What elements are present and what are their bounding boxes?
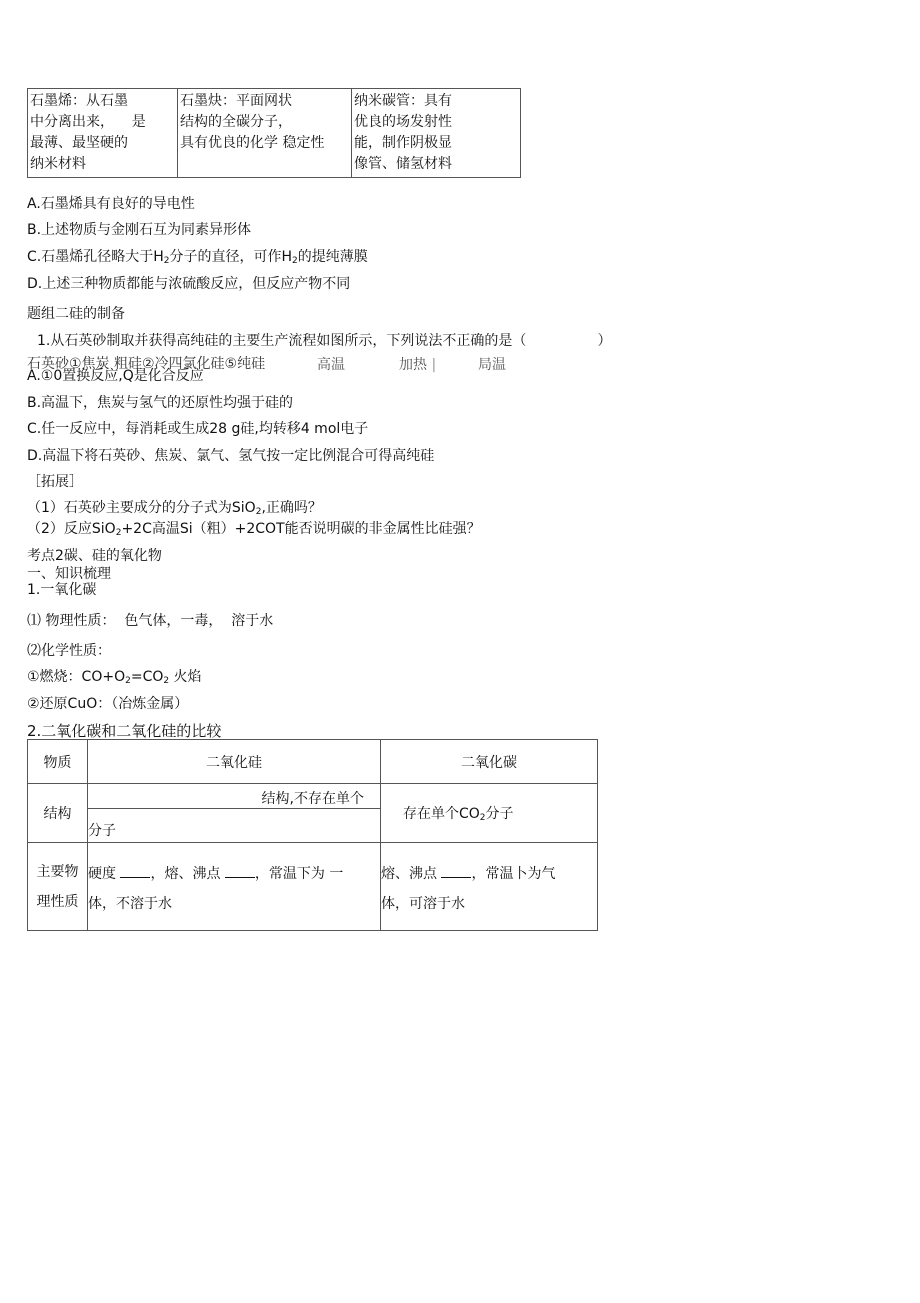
text-part: 火焰 — [169, 669, 202, 685]
header-co2: 二氧化碳 — [381, 740, 598, 784]
knowledge-title: 一、知识梳理 — [27, 566, 111, 582]
group2-option-b: B.高温下，焦炭与氢气的还原性均强于硅的 — [27, 395, 294, 411]
cell-line: 石墨烯：从石墨 — [30, 93, 128, 109]
property-line — [381, 859, 597, 889]
text-part: C.石墨烯孔径略大于H — [27, 249, 164, 265]
group2-option-c: C.任一反应中，每消耗或生成28 g硅,均转移4 mol电子 — [27, 421, 369, 437]
text-part: （1）石英砂主要成分的分子式为SiO — [27, 500, 256, 516]
sio2-co2-compare-table — [27, 739, 598, 931]
text-part: +2C高温Si（粗）+2COT能否说明碳的非金属性比硅强？ — [121, 521, 481, 537]
text-part: ，常温下为 一 — [254, 866, 344, 882]
process-flow: 石英砂①焦炭 粗硅②冷四氯化硅⑤纯硅 — [27, 356, 266, 372]
graphene-cell — [28, 89, 178, 178]
condition-high-temp: 高温 — [317, 357, 345, 373]
text-part: ①燃烧：CO+O — [27, 669, 126, 685]
condition-bureau-temp: 局温 — [478, 357, 506, 373]
cell-line: 石墨炔：平面网状 — [180, 93, 292, 109]
text-part: 熔、沸点 — [381, 866, 437, 882]
combustion-line — [27, 669, 202, 686]
group-title: 题组二硅的制备 — [27, 306, 125, 322]
sio2-physical — [88, 843, 381, 931]
answer-blank — [441, 865, 471, 878]
text-part: 硬度 — [88, 866, 116, 882]
cell-line: 纳米材料 — [30, 156, 86, 172]
physical-properties: ⑴ 物理性质： 色气体，一毒， 溶于水 — [27, 613, 274, 629]
option-a: A.石墨烯具有良好的导电性 — [27, 196, 195, 212]
expand-title: ［拓展］ — [27, 474, 83, 490]
text-part: ，熔、沸点 — [150, 866, 221, 882]
question-text: 1.从石英砂制取并获得高纯硅的主要生产流程如图所示，下列说法不正确的是（ ） — [37, 333, 612, 349]
cell-line: 中分离出来， 是 — [30, 114, 146, 130]
label-line: 理性质 — [36, 893, 79, 910]
expand-q2 — [27, 521, 481, 538]
option-c — [27, 249, 368, 266]
text-part: 存在单个CO — [403, 806, 480, 822]
kaodian-title: 考点2碳、硅的氧化物 — [27, 548, 162, 564]
graphyne-cell — [178, 89, 352, 178]
expand-q1 — [27, 500, 322, 517]
chemical-properties: ⑵化学性质： — [27, 643, 111, 659]
subscript: 2 — [292, 256, 298, 266]
property-line: 体，不溶于水 — [88, 896, 172, 912]
flow-mark: | — [431, 357, 437, 373]
co-title: 1.一氧化碳 — [27, 582, 97, 598]
group2-option-a: A.①0置换反应,Q是化合反应 — [27, 368, 204, 384]
carbon-materials-table — [27, 88, 521, 178]
row-structure-label: 结构 — [28, 784, 88, 843]
text-part: 分子的直径，可作H — [169, 249, 293, 265]
sio2-structure-b: 分子 — [88, 809, 381, 843]
header-substance: 物质 — [28, 740, 88, 784]
text-part: 加热 — [399, 357, 427, 373]
condition-heat — [399, 357, 436, 374]
text-part: （2）反应SiO — [27, 521, 116, 537]
text-part: 的提纯薄膜 — [297, 249, 368, 265]
cell-line: 纳米碳管：具有 — [354, 93, 452, 109]
property-line — [88, 859, 380, 889]
cell-line: 具有优良的化学 稳定性 — [180, 135, 325, 151]
cell-line: 像管、储氢材料 — [354, 156, 452, 172]
subscript: 2 — [115, 528, 122, 538]
option-b: B.上述物质与金刚石互为同素异形体 — [27, 222, 252, 238]
cell-line: 结构的全碳分子， — [180, 114, 292, 130]
property-line: 体，可溶于水 — [381, 896, 465, 912]
answer-blank — [225, 865, 255, 878]
compare-title: 2.二氧化碳和二氧化硅的比较 — [27, 722, 222, 740]
cell-line: 最薄、最坚硬的 — [30, 135, 128, 151]
subscript: 2 — [163, 256, 170, 266]
label-line: 主要物 — [36, 863, 79, 880]
text-part: ,正确吗？ — [261, 500, 322, 516]
cell-line: 能，制作阴极显 — [354, 135, 452, 151]
option-d: D.上述三种物质都能与浓硫酸反应，但反应产物不同 — [27, 276, 351, 292]
reduction-line: ②还原CuO：（冶炼金属） — [27, 696, 189, 712]
subscript: 2 — [479, 813, 486, 823]
sio2-structure-a: 结构,不存在单个 — [88, 784, 381, 809]
co2-structure — [381, 784, 598, 843]
answer-blank — [120, 865, 150, 878]
nanotube-cell — [352, 89, 521, 178]
text-part: =CO — [130, 669, 164, 685]
cell-line: 优良的场发射性 — [354, 114, 452, 130]
co2-physical — [381, 843, 598, 931]
header-sio2: 二氧化硅 — [88, 740, 381, 784]
text-part: 分子 — [485, 806, 514, 822]
subscript: 2 — [255, 507, 262, 517]
group2-option-d: D.高温下将石英砂、焦炭、氯气、氢气按一定比例混合可得高纯硅 — [27, 448, 435, 464]
text-part: ，常温卜为气 — [471, 866, 556, 882]
row-physical-label — [28, 843, 88, 931]
subscript: 2 — [125, 676, 131, 686]
subscript: 2 — [163, 676, 170, 686]
